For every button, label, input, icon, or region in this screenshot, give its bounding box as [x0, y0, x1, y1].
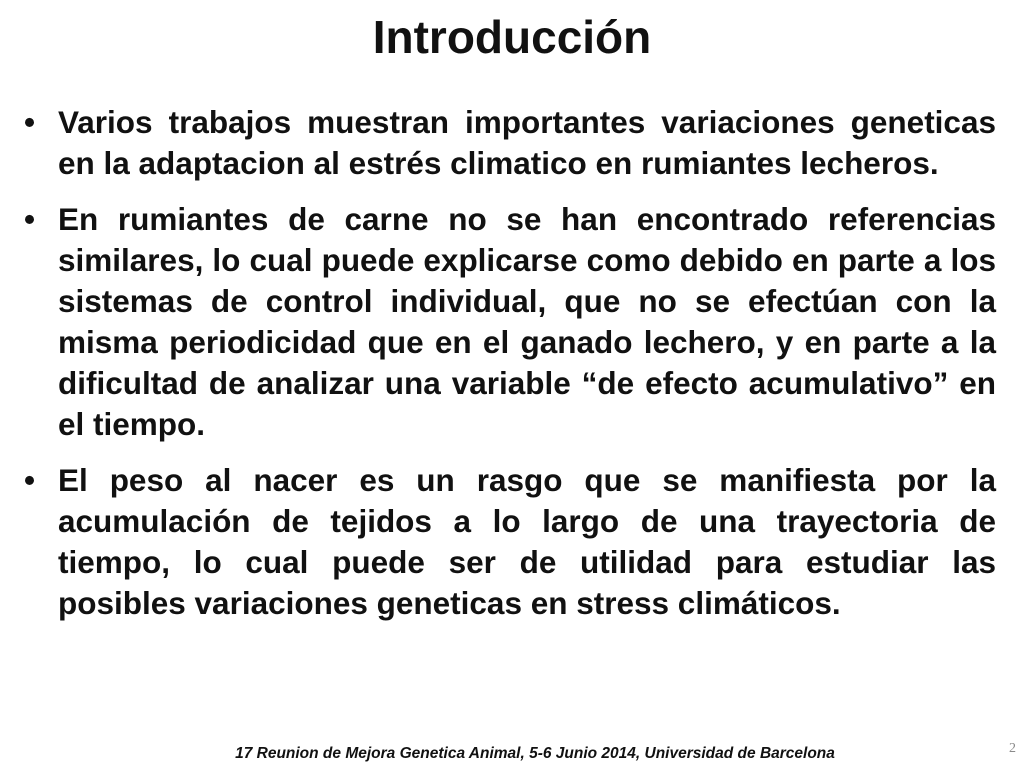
bullet-icon: •: [24, 104, 36, 140]
bullet-item: [24, 102, 996, 184]
bullet-icon: •: [24, 201, 36, 237]
bullet-text: El peso al nacer es un rasgo que se manifiesta por la acumulación de tejidos a lo largo de una trayectoria de tiempo, lo cual puede ser de utilidad para estudiar las posibles variaciones geneticas en stress climáticos.: [58, 462, 996, 621]
bullet-item: [24, 199, 996, 445]
bullet-text: Varios trabajos muestran importantes variaciones geneticas en la adaptacion al estrés climatico en rumiantes lecheros.: [58, 104, 996, 181]
bullet-text: En rumiantes de carne no se han encontrado referencias similares, lo cual puede explicarse como debido en parte a los sistemas de control individual, que no se efectúan con la misma periodicidad que en el ganado lechero, y en parte a la dificultad de analizar una variable “de efecto acumulativo” en el tiempo.: [58, 201, 996, 442]
bullet-item: [24, 460, 996, 624]
page-number: 2: [1009, 741, 1016, 756]
bullet-icon: •: [24, 462, 36, 498]
slide-footer: 17 Reunion de Mejora Genetica Animal, 5-6 Junio 2014, Universidad de Barcelona: [235, 745, 835, 762]
bullet-list: [24, 102, 996, 639]
slide-title: Introducción: [372, 11, 652, 63]
